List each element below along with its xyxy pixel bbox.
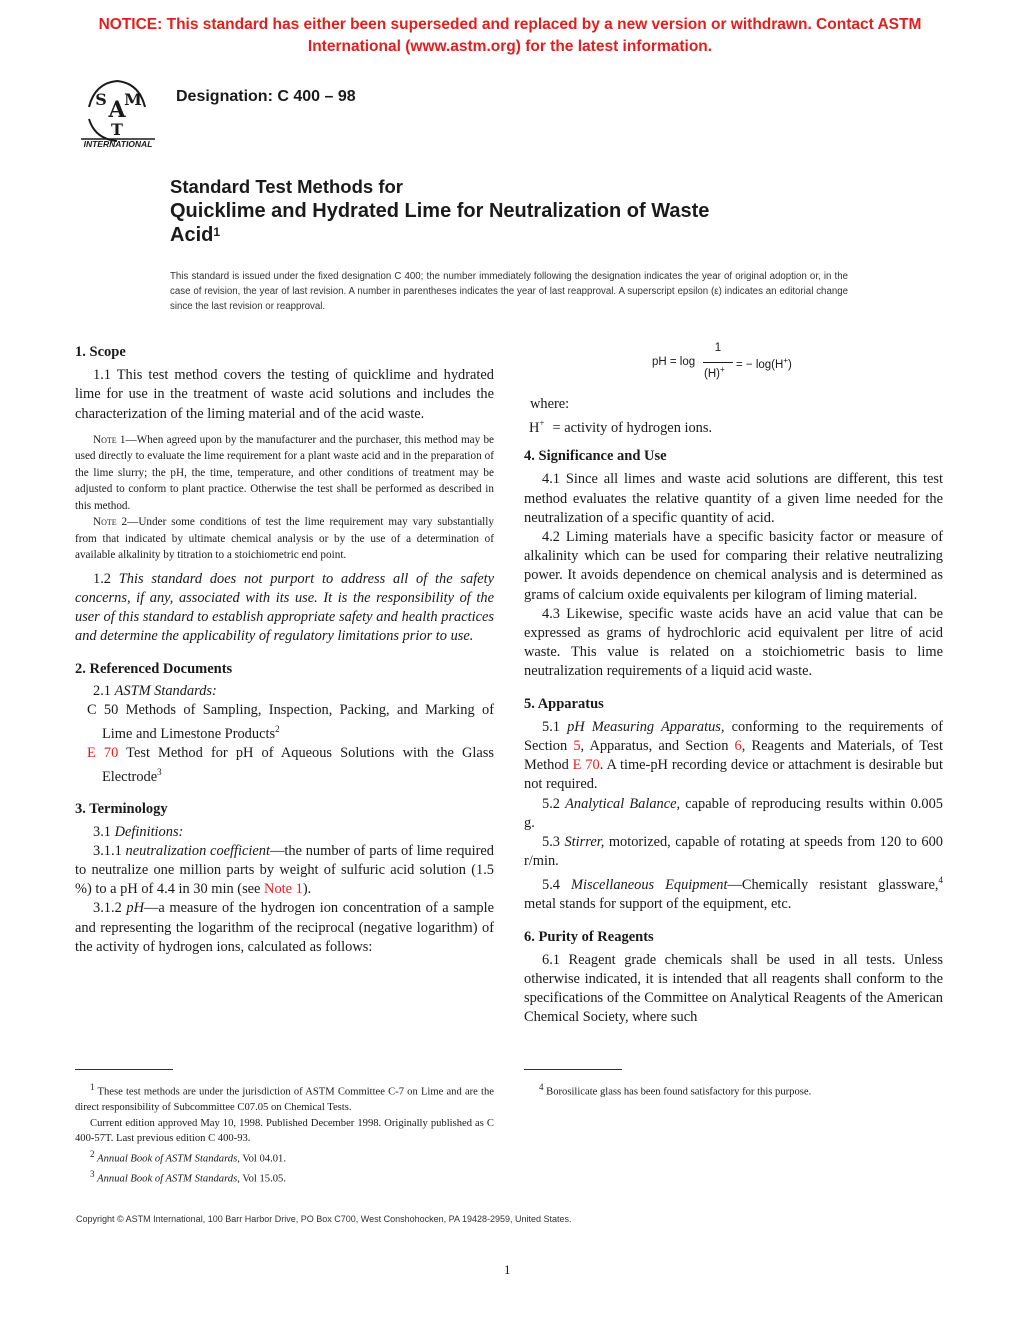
formula-var-def: = activity of hydrogen ions.	[552, 420, 713, 436]
ref-c50-fn: 2	[275, 724, 280, 735]
app-5-4-term: Miscellaneous Equipment	[570, 877, 728, 894]
ref-e70-fn: 3	[157, 767, 162, 778]
note-2	[75, 514, 494, 564]
app-5-2	[524, 795, 943, 833]
ref-c50	[75, 701, 494, 744]
footnote-3-mark: 3	[90, 1168, 95, 1179]
footnote-3-end: , Vol 15.05.	[237, 1173, 286, 1185]
ref-e70-text: Test Method for pH of Aqueous Solutions with the Glass Electrode	[102, 745, 495, 786]
note-1-text: —When agreed upon by the manufacturer and the purchaser, this method may be used directly to evaluate the lime requirement for a plant waste acid and in the preparation of the lime slurry; the pH, the time, temperature, and other conditions of treatment may be adjusted to conform to plant practice. Otherwise the test shall be performed as described in this method.	[75, 433, 495, 512]
footnote-rule-right	[524, 1069, 622, 1070]
app-5-4-fn: 4	[938, 875, 943, 886]
sig-4-3: 4.3 Likewise, specific waste acids have an acid value that can be expressed as grams of hydrochloric acid equivalent per litre of acid waste. This value is related on a stoichiometric basis to lime neutralization requirements of a liquid acid waste.	[524, 605, 943, 680]
app-5-1-num: 5.1	[542, 718, 568, 735]
app-5-2-text: capable of reproducing results within 0.005 g.	[524, 795, 943, 831]
term-3-1-2-term: pH	[126, 900, 144, 917]
note-1	[75, 432, 494, 515]
term-3-1-1	[75, 842, 494, 900]
term-3-1-2-text: —a measure of the hydrogen ion concentration of a sample and representing the logarithm of the reciprocal (negative logarithm) of the activity of hydrogen ions, calculated as follows:	[75, 900, 494, 955]
term-3-1-text: Definitions:	[114, 823, 184, 840]
scope-1-2-text: This standard does not purport to address all of the safety concerns, if any, associated with its use. It is the responsibility of the user of this standard to establish appropriate safety and health practices and determine the applicability of regulatory limitations prior to use.	[75, 570, 494, 645]
formula-rhs-end: )	[787, 358, 792, 371]
app-5-3-num: 5.3	[542, 834, 565, 851]
footnote-4-text: Borosilicate glass has been found satisfactory for this purpose.	[543, 1086, 812, 1098]
title-line-2: Quicklime and Hydrated Lime for Neutralization of Waste	[170, 200, 710, 222]
footnote-3	[75, 1167, 494, 1187]
ref-c50-code: C 50	[87, 702, 119, 719]
e70-link[interactable]: E 70	[572, 757, 600, 774]
formula-var-sup: +	[539, 418, 545, 429]
term-3-1-num: 3.1	[93, 823, 115, 840]
section-6-link[interactable]: 6	[734, 738, 742, 755]
scope-1-2	[75, 570, 494, 647]
logo-label: INTERNATIONAL	[83, 139, 153, 149]
designation: Designation: C 400 – 98	[176, 88, 356, 105]
withdrawn-notice	[0, 14, 1020, 58]
purity-6-1: 6.1 Reagent grade chemicals shall be used in all tests. Unless otherwise indicated, it is intended that all reagents shall conform to the specifications of the Committee on Analytical Reagents of the American Chemical Society, where such	[524, 951, 943, 1026]
ref-2-1-text: ASTM Standards:	[114, 682, 217, 699]
app-5-4-a: —Chemically resistant glassware,	[727, 877, 939, 894]
ref-2-1	[75, 682, 494, 701]
term-3-1-1-term: neutralization coefficient	[125, 842, 270, 859]
svg-text:S: S	[95, 90, 107, 109]
ref-c50-text: Methods of Sampling, Inspection, Packing, and Marking of Lime and Limestone Products	[102, 702, 494, 743]
svg-text:T: T	[111, 120, 123, 139]
ref-e70-link[interactable]: E 70	[87, 745, 119, 762]
app-5-1-b: , Apparatus, and Section	[580, 738, 735, 755]
title-line-1: Standard Test Methods for	[170, 176, 403, 197]
sig-4-2: 4.2 Liming materials have a specific basicity factor or measure of alkalinity which can be used for comparing their relative neutralizing power. It avoids dependence on chemical analysis and is determined as grams of calcium oxide equivalents per kilogram of liming material.	[524, 529, 943, 603]
formula-var: H	[529, 420, 540, 436]
formula-denominator	[704, 365, 725, 380]
footnote-2-end: , Vol 04.01.	[237, 1153, 286, 1165]
notice-line-2: International (www.astm.org) for the latest information.	[307, 38, 713, 55]
formula-numerator: 1	[714, 342, 722, 354]
note-2-label: Note 2	[93, 516, 128, 529]
footnote-2-mark: 2	[90, 1148, 95, 1159]
app-5-3-text: motorized, capable of rotating at speeds from 120 to 600 r/min.	[524, 834, 943, 870]
apparatus-heading: 5. Apparatus	[524, 695, 604, 712]
formula-variable	[524, 414, 943, 438]
footnote-3-text: Annual Book of ASTM Standards	[97, 1173, 238, 1185]
sig-4-1: 4.1 Since all limes and waste acid solutions are different, this test method evaluates the relative quantity of a given lime needed for the neutralization of a specific quantity of acid.	[524, 471, 943, 526]
footnote-1-mark: 1	[90, 1082, 95, 1092]
formula-rhs-text: = − log(H	[736, 358, 784, 371]
document-title	[170, 199, 870, 247]
ph-formula	[652, 342, 822, 382]
footnote-4-mark: 4	[539, 1082, 544, 1092]
app-5-4-b: metal stands for support of the equipment, etc.	[524, 896, 792, 913]
scope-1-1: 1.1 This test method covers the testing of quicklime and hydrated lime for use in the treatment of waste acid solutions and includes the characterization of the liming material and of the acid waste.	[75, 367, 494, 422]
app-5-3-term: Stirrer,	[564, 834, 605, 851]
formula-denominator-sup: +	[719, 365, 725, 374]
ref-2-1-num: 2.1	[93, 682, 115, 699]
app-5-2-term: Analytical Balance,	[565, 795, 681, 812]
term-3-1-1-text: —the number of parts of lime required to neutralize one million parts by weight of sulfuric acid solution (1.5 %) to a pH of 4.4 in 30 min (see	[75, 842, 494, 898]
title-footnote-mark: 1	[213, 225, 221, 239]
note-1-link[interactable]: Note 1	[264, 881, 303, 898]
fraction-bar	[703, 362, 733, 363]
app-5-2-num: 5.2	[542, 795, 566, 812]
app-5-1-c: , Reagents and Materials, of Test Method	[524, 738, 943, 774]
footnote-2-text: Annual Book of ASTM Standards	[97, 1153, 238, 1165]
note-2-text: —Under some conditions of test the lime requirement may vary substantially from that indicated by ultimate chemical analysis or by the use of a determination of available alkalinity by titration to a stoichiometric end point.	[75, 516, 494, 562]
right-column	[524, 395, 943, 1028]
footnote-1-text: These test methods are under the jurisdiction of ASTM Committee C-7 on Lime and are the direct responsibility of Subcommittee C07.05 on Chemical Tests.	[75, 1086, 494, 1114]
scope-1-2-num: 1.2	[93, 570, 119, 587]
svg-text:A: A	[108, 97, 126, 123]
app-5-1	[524, 718, 943, 795]
terminology-heading: 3. Terminology	[75, 801, 168, 818]
footnotes-right	[524, 1080, 943, 1100]
astm-logo	[75, 77, 160, 149]
note-1-label: Note 1	[93, 433, 126, 446]
left-column	[75, 343, 494, 957]
term-3-1	[75, 823, 494, 842]
title-line-3: Acid	[170, 224, 214, 246]
term-3-1-2-num: 3.1.2	[93, 900, 127, 917]
footnote-4	[524, 1080, 943, 1100]
term-3-1-2	[75, 899, 494, 957]
referenced-heading: 2. Referenced Documents	[75, 660, 233, 677]
scope-heading: 1. Scope	[75, 344, 126, 360]
issuance-statement: This standard is issued under the fixed designation C 400; the number immediately following the designation indicates the year of original adoption or, in the case of revision, the year of last revision. A number in parentheses indicates the year of last reapproval. A superscript epsilon (ε) indicates an editorial change since the last revision or reapproval.	[170, 271, 848, 312]
term-3-1-1-num: 3.1.1	[93, 842, 126, 859]
section-5-link[interactable]: 5	[573, 738, 581, 755]
formula-rhs-sup: +	[783, 356, 788, 365]
app-5-4-num: 5.4	[542, 877, 571, 894]
ref-e70	[75, 744, 494, 787]
formula-where: where:	[530, 396, 570, 412]
formula-denominator-text: (H)	[704, 367, 720, 380]
significance-heading: 4. Significance and Use	[524, 448, 667, 465]
footnote-2	[75, 1147, 494, 1167]
footnote-rule-left	[75, 1069, 173, 1070]
page-number: 1	[504, 1262, 511, 1277]
footnote-1b: Current edition approved May 10, 1998. Published December 1998. Originally published as C 400-57T. Last previous edition C 400-93.	[75, 1117, 494, 1145]
app-5-4	[524, 871, 943, 914]
copyright: Copyright © ASTM International, 100 Barr Harbor Drive, PO Box C700, West Conshohocken, PA 19428-2959, United States.	[76, 1214, 572, 1224]
footnote-1	[75, 1080, 494, 1116]
notice-line-1: NOTICE: This standard has either been superseded and replaced by a new version or withdrawn. Contact ASTM	[98, 16, 922, 33]
app-5-1-d: . A time-pH recording device or attachment is desirable but not required.	[524, 757, 943, 793]
formula-rhs	[736, 356, 792, 371]
app-5-1-term: pH Measuring Apparatus,	[567, 718, 725, 735]
purity-heading: 6. Purity of Reagents	[524, 928, 654, 945]
app-5-1-a: conforming to the requirements of Section	[524, 718, 943, 755]
app-5-3	[524, 833, 943, 871]
formula-lhs: pH = log	[652, 356, 696, 368]
footnotes-left	[75, 1080, 494, 1187]
term-3-1-1-end: ).	[302, 881, 312, 898]
svg-text:M: M	[124, 90, 142, 109]
